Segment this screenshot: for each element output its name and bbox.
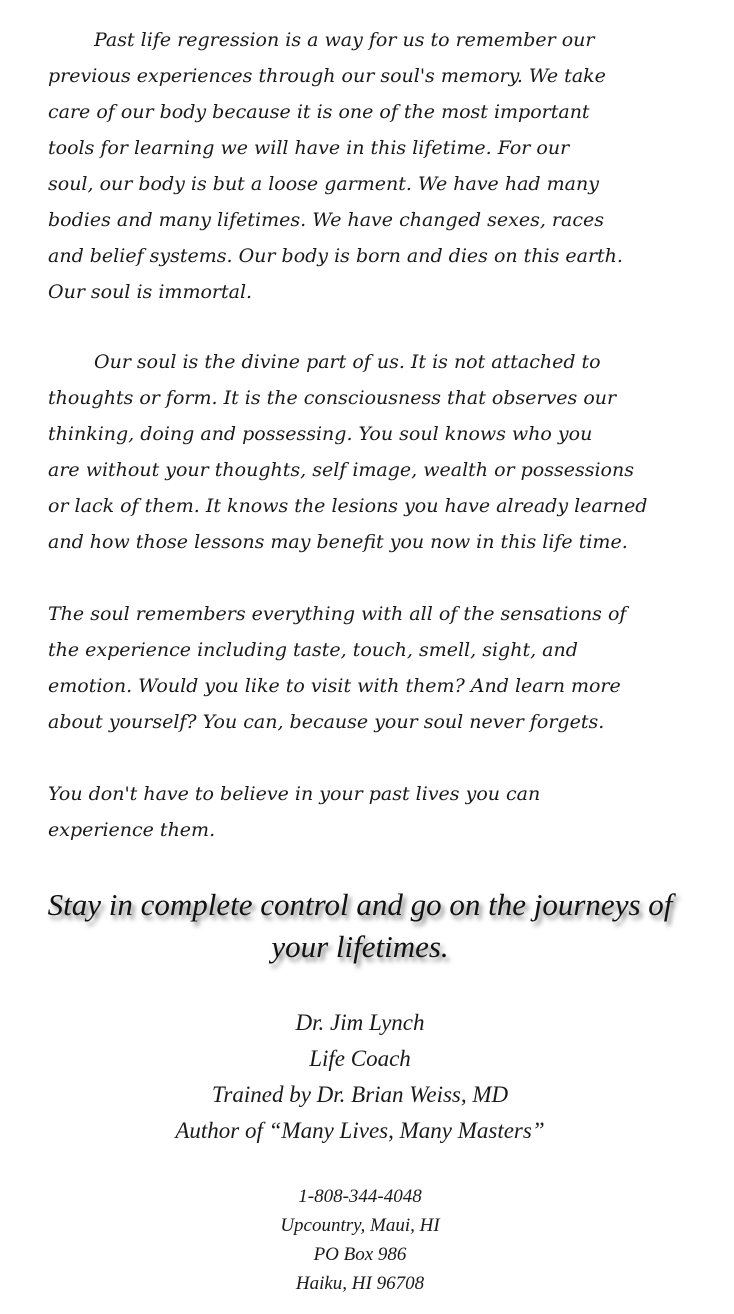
text-line: experience them. — [48, 819, 216, 841]
author-training: Trained by Dr. Brian Weiss, MD — [211, 1082, 509, 1107]
text-line: the experience including taste, touch, smell, sight, and — [48, 639, 578, 661]
text-line: about yourself? You can, because your soul never forgets. — [48, 711, 605, 733]
tagline — [0, 884, 720, 968]
text-line: The soul remembers everything with all of the sensations of — [48, 603, 627, 625]
contact-city-zip: Haiku, HI 96708 — [295, 1273, 425, 1294]
paragraph-soul-remembers — [48, 596, 708, 740]
text-line: Our soul is immortal. — [48, 281, 253, 303]
credits-block — [0, 1005, 720, 1149]
author-role: Life Coach — [309, 1046, 411, 1071]
text-line: thinking, doing and possessing. You soul knows who you — [48, 423, 593, 445]
text-line: and how those lessons may benefit you now in this life time. — [48, 531, 628, 553]
text-line: bodies and many lifetimes. We have changed sexes, races — [48, 209, 604, 231]
text-line: and belief systems. Our body is born and dies on this earth. — [48, 245, 623, 267]
paragraph-past-life-regression — [48, 22, 708, 310]
paragraph-divine-soul — [48, 344, 708, 560]
contact-phone: 1-808-344-4048 — [298, 1186, 422, 1207]
text-line: care of our body because it is one of the most important — [48, 101, 590, 123]
contact-po-box: PO Box 986 — [313, 1244, 407, 1265]
text-line: are without your thoughts, self image, wealth or possessions — [48, 459, 634, 481]
text-line: thoughts or form. It is the consciousness that observes our — [48, 387, 617, 409]
contact-location: Upcountry, Maui, HI — [280, 1215, 440, 1236]
text-line: Past life regression is a way for us to remember our — [94, 29, 595, 51]
text-line: or lack of them. It knows the lesions you have already learned — [48, 495, 648, 517]
paragraph-believe — [48, 776, 708, 848]
author-name: Dr. Jim Lynch — [295, 1010, 425, 1035]
text-line: You don't have to believe in your past lives you can — [48, 783, 541, 805]
text-line: tools for learning we will have in this lifetime. For our — [48, 137, 570, 159]
text-line: Our soul is the divine part of us. It is not attached to — [94, 351, 601, 373]
author-book: Author of “Many Lives, Many Masters” — [175, 1118, 545, 1143]
contact-block — [0, 1182, 720, 1298]
tagline-line: your lifetimes. — [271, 929, 449, 964]
tagline-line: Stay in complete control and go on the journeys of — [47, 887, 673, 922]
text-line: previous experiences through our soul's memory. We take — [48, 65, 606, 87]
text-line: emotion. Would you like to visit with them? And learn more — [48, 675, 621, 697]
text-line: soul, our body is but a loose garment. We have had many — [48, 173, 599, 195]
